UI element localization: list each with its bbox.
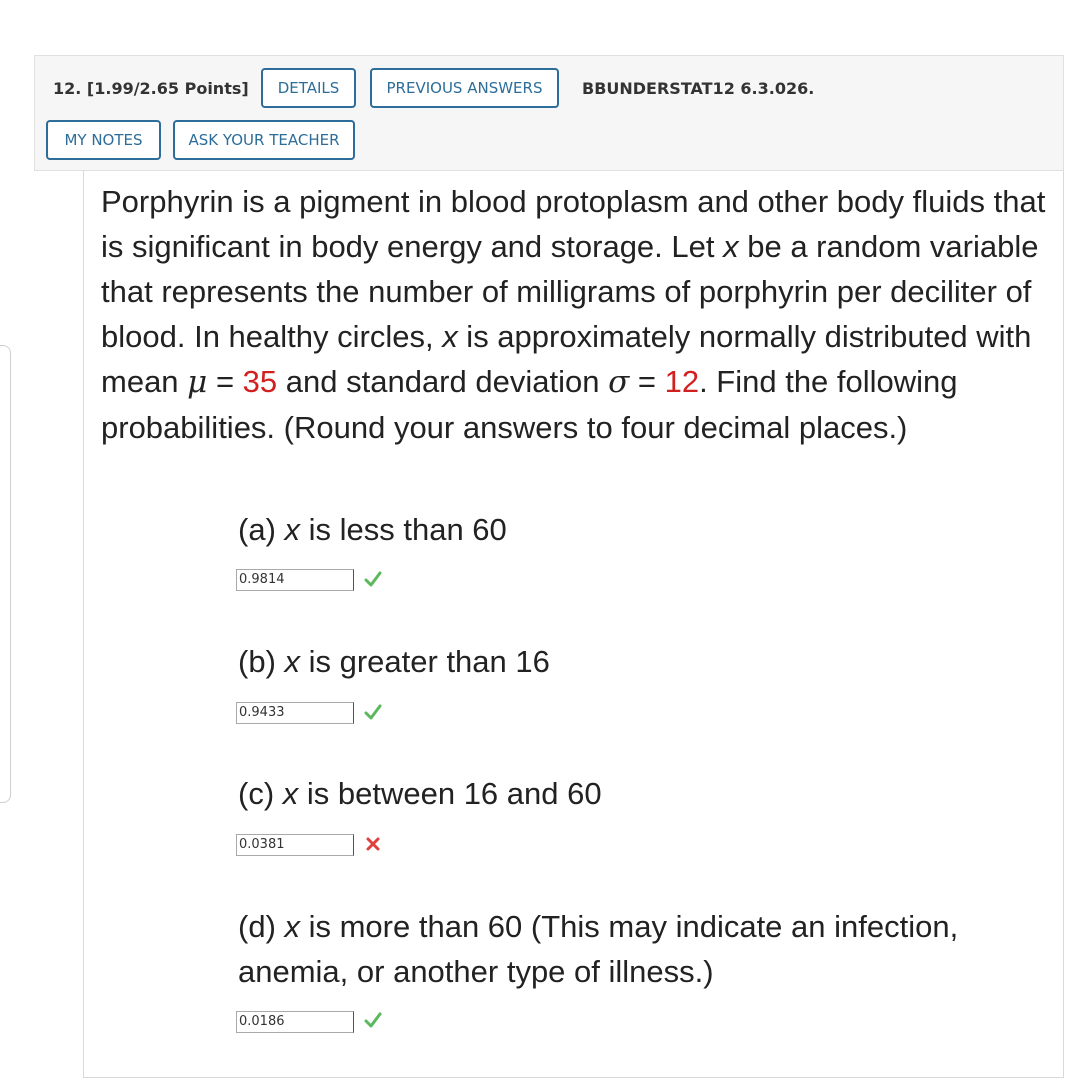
details-button[interactable]: DETAILS — [261, 68, 356, 108]
sigma-symbol: σ — [608, 364, 630, 400]
question-number-points: 12. [1.99/2.65 Points] — [53, 79, 249, 98]
part-a-label: (a) x is less than 60 — [238, 512, 507, 547]
part-b-label: (b) x is greater than 16 — [238, 644, 550, 679]
part-b-answer-input[interactable]: 0.9433 — [236, 702, 354, 724]
ask-your-teacher-button[interactable]: ASK YOUR TEACHER — [173, 120, 355, 160]
question-content — [83, 171, 1064, 1078]
problem-statement: Porphyrin is a pigment in blood protoplasm and other body fluids that is significant in body energy and storage. Let x be a random variable that represents the number of milligrams of porphyrin per deciliter of blood. In healthy circles, x is approximately normally distributed with mean μ = 35 and standard deviation σ = 12. Find the following probabilities. (Round your answers to four decimal places.) — [101, 184, 1046, 445]
problem-code: BBUNDERSTAT12 6.3.026. — [582, 79, 815, 98]
question-header — [34, 55, 1064, 171]
sd-value: 12 — [664, 364, 700, 399]
previous-answers-button[interactable]: PREVIOUS ANSWERS — [370, 68, 559, 108]
part-d-label: (d) x is more than 60 (This may indicate an infection, anemia, or another type of illness.) — [238, 909, 959, 989]
mean-value: 35 — [242, 364, 278, 399]
part-d-answer-input[interactable]: 0.0186 — [236, 1011, 354, 1033]
x-mark-icon — [364, 835, 382, 853]
check-icon — [364, 1011, 382, 1029]
side-panel-edge — [0, 345, 11, 803]
my-notes-button[interactable]: MY NOTES — [46, 120, 161, 160]
check-icon — [364, 570, 382, 588]
part-a-answer-input[interactable]: 0.9814 — [236, 569, 354, 591]
check-icon — [364, 703, 382, 721]
part-c-answer-input[interactable]: 0.0381 — [236, 834, 354, 856]
part-c-label: (c) x is between 16 and 60 — [238, 776, 602, 811]
mu-symbol: μ — [187, 364, 208, 400]
